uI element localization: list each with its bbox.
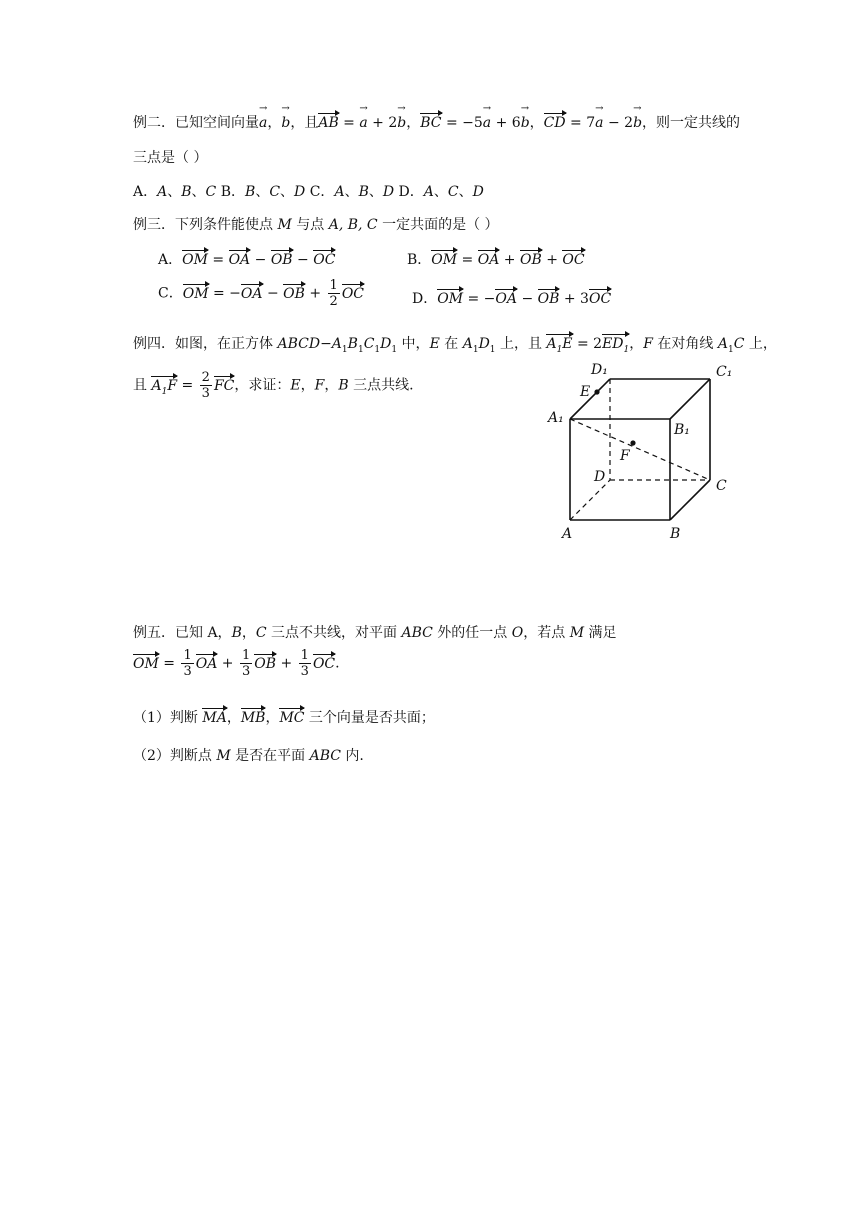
edge-bc bbox=[670, 480, 710, 520]
label-b1: B₁ bbox=[674, 422, 690, 438]
label-e: E bbox=[580, 384, 591, 400]
example-5-question-1: （1）判断 MA，MB，MC 三个向量是否共面； bbox=[133, 710, 435, 726]
example-3-option-d: D．OM = −OA − OB + 3OC bbox=[412, 291, 612, 307]
label-a: A bbox=[562, 526, 573, 542]
edge-ad bbox=[570, 480, 610, 520]
point-e bbox=[594, 389, 599, 394]
example-4-line-1: 例四．如图，在正方体 $ABCD-A_1B_1C_1D_1$ 中，E 在 $A_1D_1$ 上，且 $A_1E = 2ED_1$，F 在对角线 $A_1C$ 上， bbox=[133, 336, 777, 355]
example-2-line-2: 三点是（ ） bbox=[133, 150, 208, 166]
point-f bbox=[630, 440, 635, 445]
label-c: C bbox=[716, 478, 727, 494]
cube-figure bbox=[540, 360, 740, 545]
example-3-option-a: A．OM = OA − OB − OC bbox=[158, 252, 336, 268]
example-2-line-1: 例二．已知空间向量a →，b →，且AB = a → + 2b →，BC = −5a → + 6b →，CD = 7a → − 2b →，则一定共线的 bbox=[133, 112, 740, 132]
example-4-line-2: 且 $A_1F$ = $\frac{2}{3}$ FC，求证：E，F，B 三点共线. bbox=[133, 370, 414, 401]
label-b: B bbox=[670, 526, 681, 542]
label-f: F bbox=[620, 448, 630, 464]
example-3-option-b: B．OM = OA + OB + OC bbox=[407, 252, 585, 268]
example-5-line-1: 例五．已知 A，B，C 三点不共线，对平面 ABC 外的任一点 O，若点 M 满足 bbox=[133, 625, 617, 641]
example-3-option-c: C．OM = −OA − OB + $\frac{1}{2}$ OC bbox=[158, 278, 365, 309]
label-d: D bbox=[594, 469, 606, 485]
example-5-formula: OM = $\frac{1}{3}$ OA + $\frac{1}{3}$ OB + $\frac{1}{3}$ OC. bbox=[133, 648, 340, 679]
edge-b1c1 bbox=[670, 379, 710, 419]
example-3-stem: 例三．下列条件能使点 M 与点 A, B, C 一定共面的是（ ） bbox=[133, 217, 499, 233]
label-a1: A₁ bbox=[548, 410, 564, 426]
label-d1: D₁ bbox=[591, 362, 608, 378]
example-2-options: A．A、B、C B．B、C、D C．A、B、D D．A、C、D bbox=[133, 184, 484, 200]
label-c1: C₁ bbox=[716, 364, 733, 380]
example-5-question-2: （2）判断点 M 是否在平面 ABC 内. bbox=[133, 748, 364, 764]
